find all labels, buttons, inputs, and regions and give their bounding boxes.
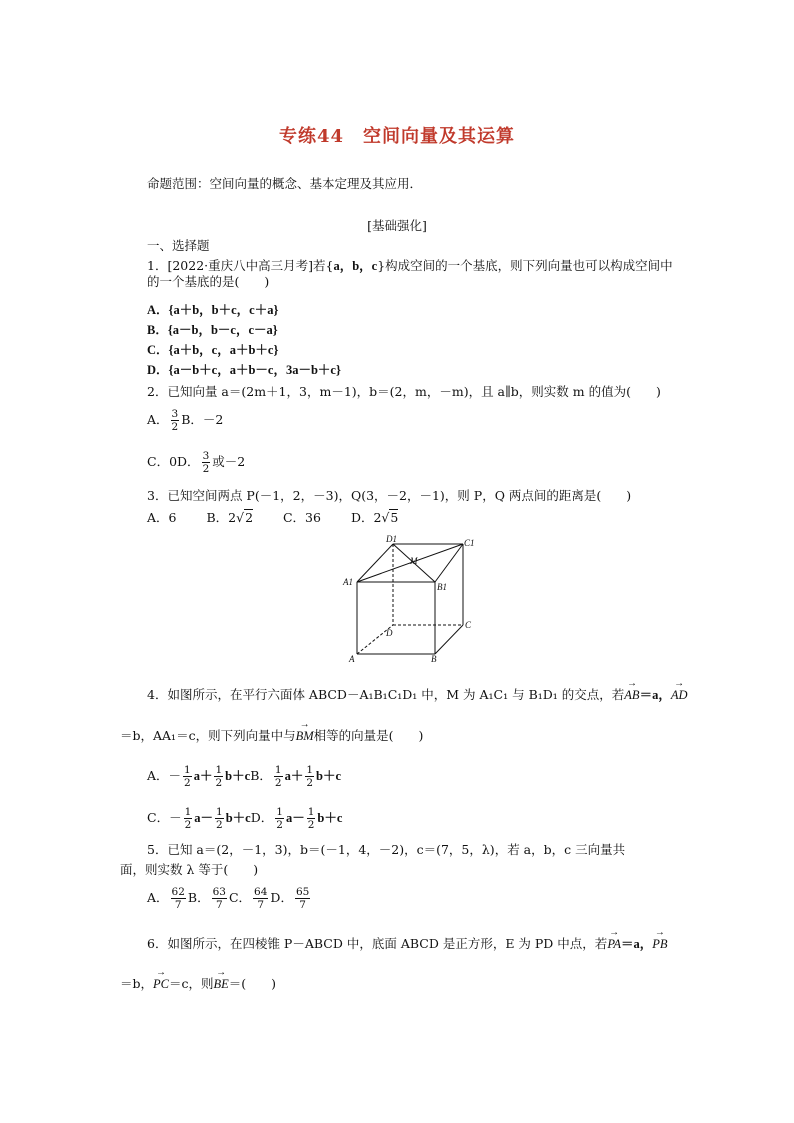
edge-a1d1 <box>357 544 393 582</box>
question-3-options <box>147 510 398 526</box>
question-3-option-d[interactable]: D．2√5 <box>350 510 399 525</box>
question-2-option-d[interactable]: D． <box>177 454 200 469</box>
label-b1: B1 <box>437 582 447 592</box>
question-4-options-cd <box>147 806 342 831</box>
question-3-option-a[interactable]: A．6 <box>147 510 177 525</box>
part-heading: 一、选择题 <box>147 238 210 253</box>
vector-ad: → AD <box>671 687 688 703</box>
vector-bm: → BM <box>296 728 314 744</box>
basis-vectors: a，b，c <box>333 259 378 273</box>
fraction: $\frac{3}{2}$ <box>171 408 179 433</box>
vector-be: → BE <box>214 976 229 992</box>
vector-pa: → PA <box>607 936 621 952</box>
question-5-option-a[interactable]: A． $\frac{62}{7}$ <box>147 886 185 911</box>
question-6-stem-line1: 6．如图所示，在四棱锥 P－ABCD 中，底面 ABCD 是正方形，E 为 PD 中点，若→ PA＝a，→ PB <box>147 936 668 952</box>
question-2-option-b[interactable]: B．－2 <box>181 412 224 427</box>
question-1-stem: 1．[2022·重庆八中高三月考]若{a，b，c}构成空间的一个基底，则下列向量也可以构成空间中的一个基底的是( ) <box>147 258 673 289</box>
question-4-option-c[interactable]: C．－ $\frac{1}{2}$ a－ $\frac{1}{2}$ b＋c <box>147 806 251 831</box>
question-4-stem-line1: 4．如图所示，在平行六面体 ABCD－A₁B₁C₁D₁ 中，M 为 A₁C₁ 与 B₁D₁ 的交点，若→ AB＝a，→ AD <box>147 687 688 703</box>
question-5-stem-line1: 5．已知 a＝(2，－1，3)，b＝(－1，4，－2)，c＝(7，5，λ)，若 a，b，c 三向量共 <box>147 842 626 857</box>
question-2-option-a[interactable]: A． <box>147 412 169 427</box>
question-5-options <box>147 886 312 911</box>
label-d: D <box>386 628 393 638</box>
question-3-stem: 3．已知空间两点 P(－1，2，－3)，Q(3，－2，－1)，则 P，Q 两点间的距离是( ) <box>147 488 632 503</box>
question-1-option-a[interactable]: A．{a＋b，b＋c，c＋a} <box>147 303 279 317</box>
label-b: B <box>431 654 437 664</box>
question-2-options-cd: C．0D． $\frac{3}{2}$ 或－2 <box>147 450 246 475</box>
question-5-option-b[interactable]: B． $\frac{63}{7}$ <box>187 886 226 911</box>
question-5-stem-line2: 面，则实数 λ 等于( ) <box>120 862 259 877</box>
vector-pb: → PB <box>652 936 667 952</box>
question-4-options-ab <box>147 764 341 789</box>
question-4-option-b[interactable]: B． $\frac{1}{2}$ a＋ $\frac{1}{2}$ b＋c <box>250 764 342 789</box>
label-a: A <box>349 654 355 664</box>
vector-ab: → AB <box>624 687 639 703</box>
question-1-option-d[interactable]: D．{a－b＋c，a＋b－c，3a－b＋c} <box>147 363 341 377</box>
question-1-option-c[interactable]: C．{a＋b，c，a＋b＋c} <box>147 343 279 357</box>
page-title: 专练44 空间向量及其运算 <box>278 126 516 147</box>
section-heading: [基础强化] <box>367 218 427 233</box>
question-5-option-c[interactable]: C． $\frac{64}{7}$ <box>228 886 268 911</box>
question-4-option-a[interactable]: A．－ $\frac{1}{2}$ a＋ $\frac{1}{2}$ b＋c <box>147 764 251 789</box>
label-m: M <box>410 556 418 566</box>
label-c1: C1 <box>464 538 475 548</box>
question-4-stem-line2: ＝b，AA₁＝c，则下列向量中与→ BM相等的向量是( ) <box>120 728 423 744</box>
question-2-option-c[interactable]: C．0 <box>147 454 178 469</box>
scope-text: 命题范围：空间向量的概念、基本定理及其应用． <box>147 176 423 191</box>
fraction: $\frac{3}{2}$ <box>202 450 210 475</box>
question-2-stem: 2．已知向量 a＝(2m＋1，3，m－1)，b＝(2，m，－m)，且 a∥b，则实数 m 的值为( ) <box>147 384 661 399</box>
edge-bc <box>435 625 463 654</box>
question-6-stem-line2: ＝b，→ PC＝c，则→ BE＝( ) <box>120 976 276 992</box>
question-4-option-d[interactable]: D． $\frac{1}{2}$ a－ $\frac{1}{2}$ b＋c <box>250 806 343 831</box>
vector-pc: → PC <box>153 976 169 992</box>
label-c: C <box>465 620 472 630</box>
parallelepiped-figure <box>340 532 480 666</box>
question-2-options-ab <box>147 408 223 433</box>
question-5-option-d[interactable]: D． $\frac{65}{7}$ <box>270 886 310 911</box>
question-1-option-b[interactable]: B．{a－b，b－c，c－a} <box>147 323 278 337</box>
question-3-option-c[interactable]: C．36 <box>282 510 321 525</box>
question-3-option-b[interactable]: B．2√2 <box>206 510 254 525</box>
label-a1: A1 <box>343 577 353 587</box>
label-d1: D1 <box>386 534 397 544</box>
edge-b1c1 <box>435 544 463 582</box>
